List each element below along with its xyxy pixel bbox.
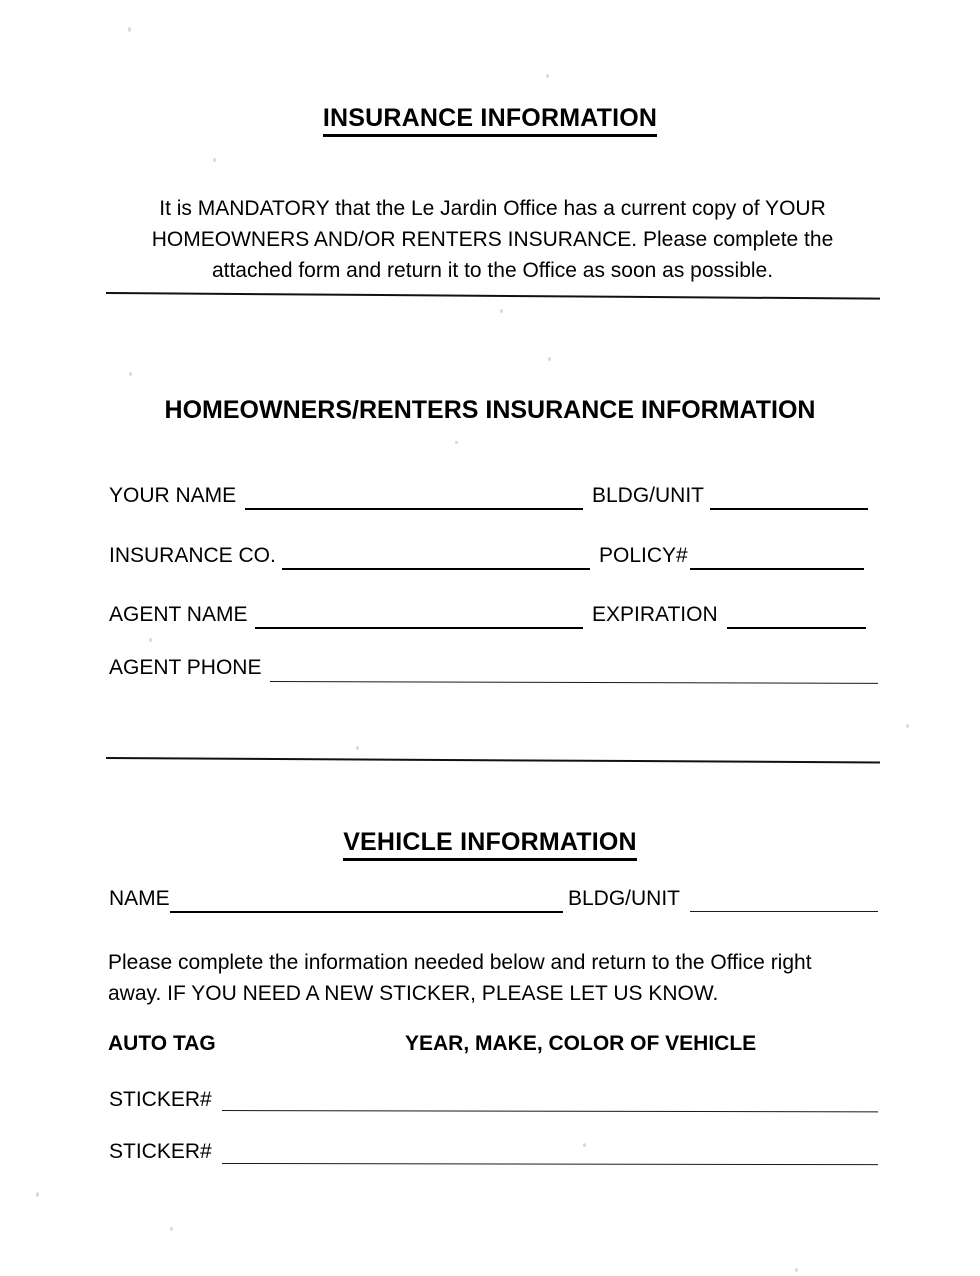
field-input-bldg-unit-vehicle[interactable] bbox=[690, 911, 878, 912]
scan-speck bbox=[583, 1143, 586, 1147]
homeowners-section-heading: HOMEOWNERS/RENTERS INSURANCE INFORMATION bbox=[164, 396, 816, 424]
field-input-agent-name[interactable] bbox=[255, 627, 583, 629]
scan-speck bbox=[548, 357, 551, 361]
field-label-sticker-2: STICKER# bbox=[109, 1140, 212, 1163]
field-input-agent-phone[interactable] bbox=[270, 681, 878, 684]
field-label-bldg-unit-insurance: BLDG/UNIT bbox=[592, 484, 705, 507]
field-input-expiration[interactable] bbox=[727, 627, 866, 629]
field-label-insurance-co: INSURANCE CO. bbox=[109, 544, 276, 567]
vehicle-section-heading-text: VEHICLE INFORMATION bbox=[343, 828, 637, 861]
scan-speck bbox=[455, 441, 458, 444]
scan-speck bbox=[149, 638, 152, 642]
section-divider-bottom bbox=[106, 757, 880, 763]
field-label-expiration: EXPIRATION bbox=[592, 603, 718, 626]
scan-speck bbox=[500, 309, 503, 313]
scan-speck bbox=[36, 1192, 39, 1197]
scan-speck bbox=[213, 158, 216, 162]
field-input-vehicle-name[interactable] bbox=[170, 911, 563, 913]
field-label-agent-phone: AGENT PHONE bbox=[109, 656, 262, 679]
vehicle-section-heading bbox=[0, 828, 980, 861]
scan-speck bbox=[906, 724, 909, 728]
field-label-your-name: YOUR NAME bbox=[109, 484, 237, 507]
field-input-policy-number[interactable] bbox=[690, 568, 864, 570]
field-label-vehicle-name: NAME bbox=[109, 887, 170, 910]
scan-speck bbox=[170, 1227, 173, 1231]
intro-paragraph: It is MANDATORY that the Le Jardin Office has a current copy of YOUR HOMEOWNERS AND/OR RENTERS INSURANCE. Please complete the attached form and return it to the Office as soon as possible. bbox=[151, 197, 834, 282]
column-header-vehicle-description: YEAR, MAKE, COLOR OF VEHICLE bbox=[405, 1032, 757, 1055]
scan-speck bbox=[795, 1268, 798, 1272]
page-title-text: INSURANCE INFORMATION bbox=[323, 104, 657, 137]
section-divider-top bbox=[106, 292, 880, 300]
page-title bbox=[0, 104, 980, 137]
scan-speck bbox=[128, 27, 131, 32]
vehicle-instructions: Please complete the information needed below and return to the Office right away. IF YOU NEED A NEW STICKER, PLEASE LET US KNOW. bbox=[108, 951, 812, 1005]
field-label-policy-number: POLICY# bbox=[599, 544, 688, 567]
field-label-sticker-1: STICKER# bbox=[109, 1088, 212, 1111]
field-input-insurance-co[interactable] bbox=[282, 568, 590, 570]
scan-speck bbox=[129, 372, 132, 376]
scan-speck bbox=[546, 74, 549, 78]
field-input-sticker-2[interactable] bbox=[222, 1163, 878, 1165]
field-label-bldg-unit-vehicle: BLDG/UNIT bbox=[568, 887, 681, 910]
column-header-auto-tag: AUTO TAG bbox=[108, 1032, 216, 1055]
field-input-bldg-unit-insurance[interactable] bbox=[710, 508, 868, 510]
field-input-your-name[interactable] bbox=[245, 508, 583, 510]
scan-speck bbox=[356, 746, 359, 750]
field-label-agent-name: AGENT NAME bbox=[109, 603, 248, 626]
field-input-sticker-1[interactable] bbox=[222, 1110, 878, 1112]
